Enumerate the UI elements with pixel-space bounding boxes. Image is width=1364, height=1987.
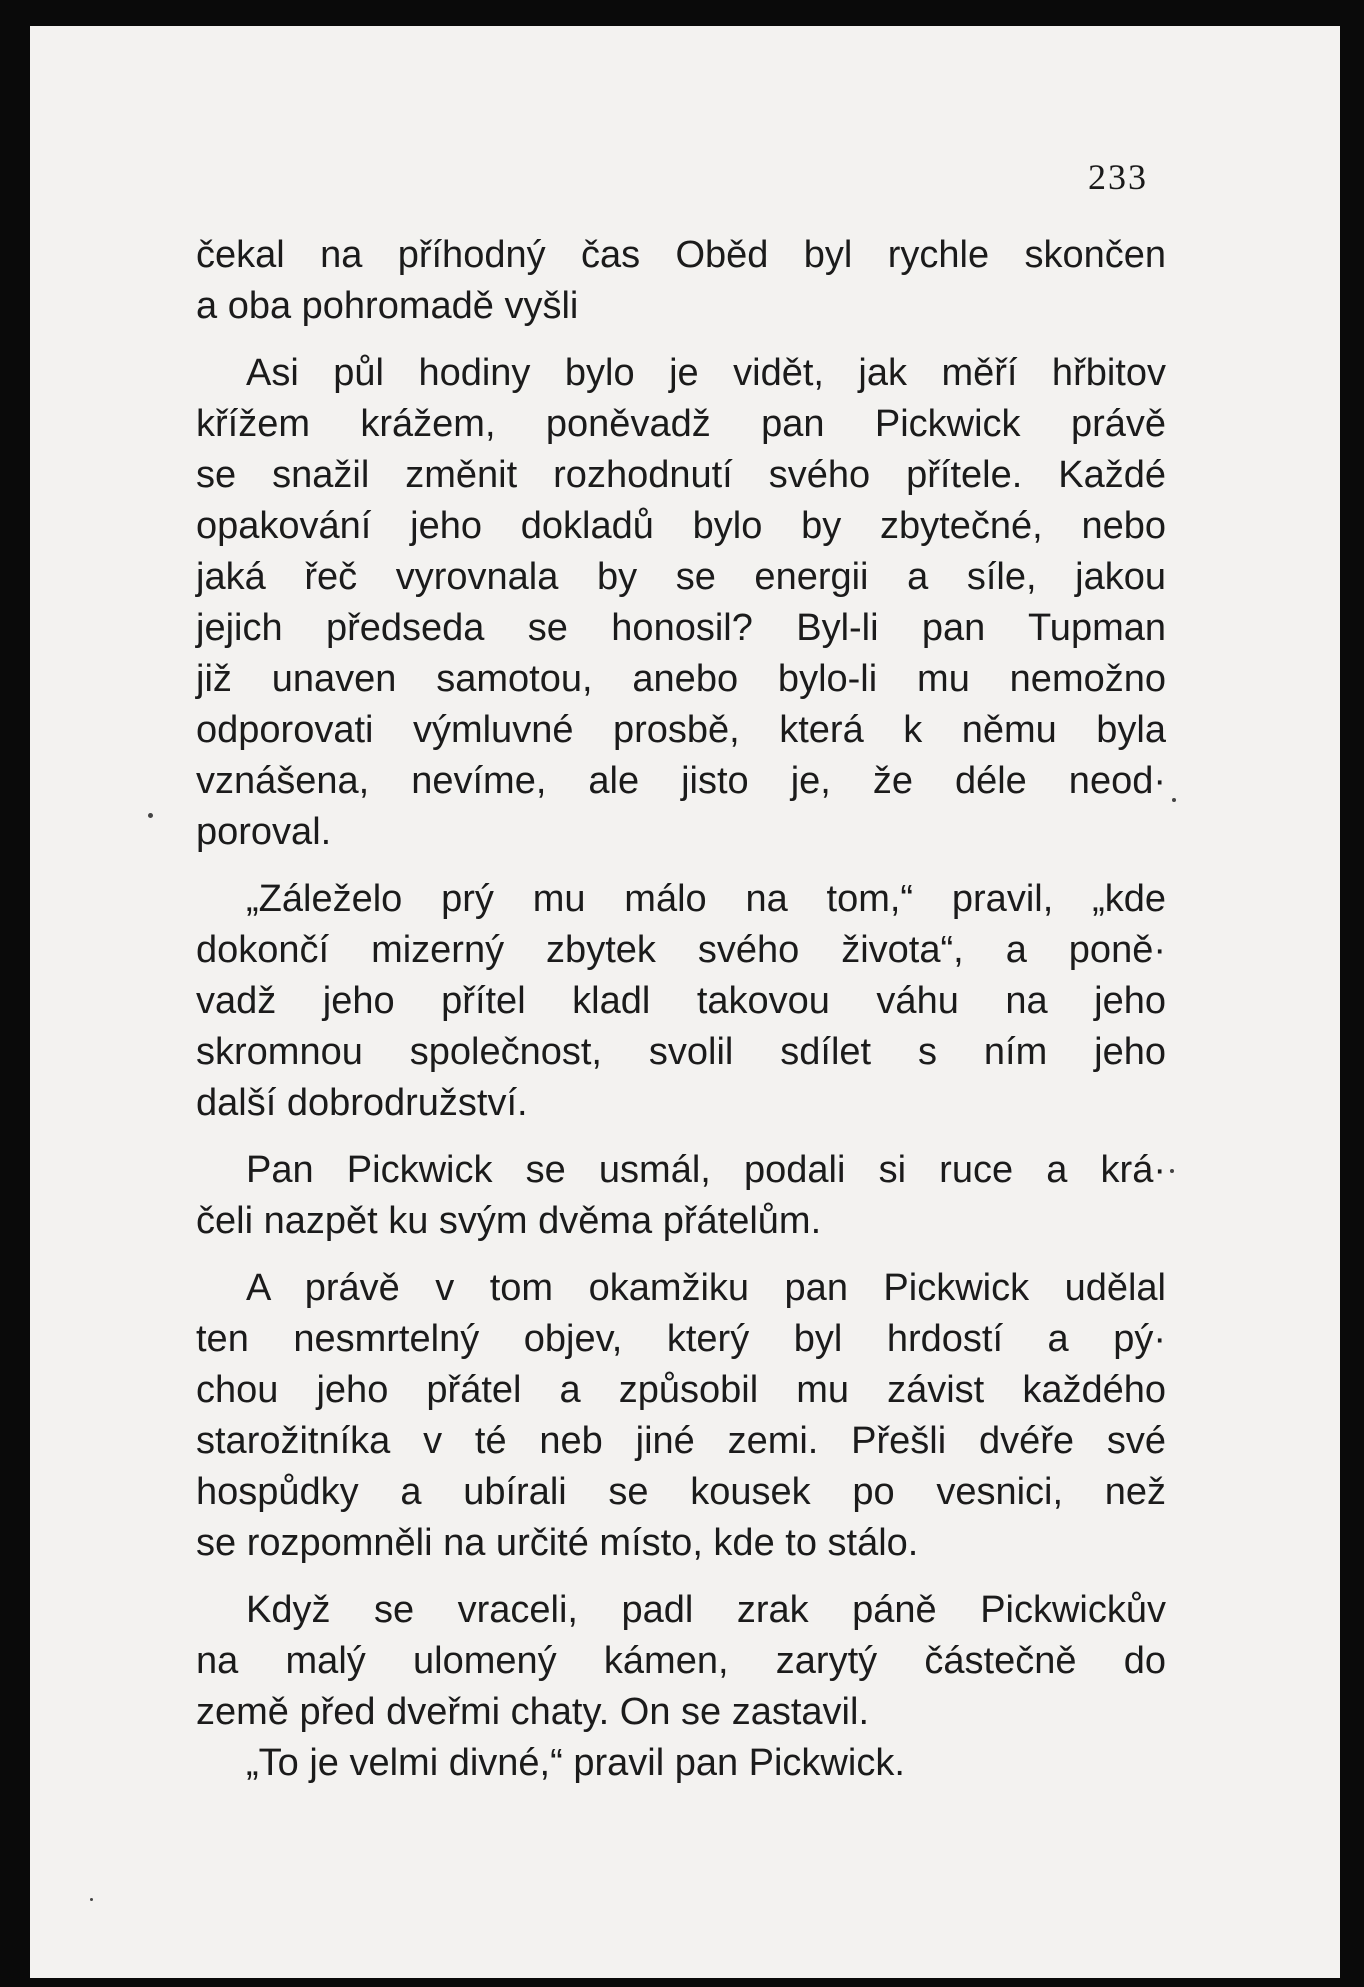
text-line: skromnou společnost, svolil sdílet s ním jeho — [196, 1031, 1166, 1073]
scan-speck — [90, 1898, 93, 1901]
text-line: vznášena, nevíme, ale jisto je, že déle neod· — [196, 760, 1166, 802]
scan-speck — [148, 813, 153, 818]
scan-speck — [1170, 1169, 1174, 1173]
body-text — [196, 230, 1166, 1789]
text-line: se rozpomněli na určité místo, kde to stálo. — [196, 1522, 919, 1564]
text-line: ten nesmrtelný objev, který byl hrdostí a pý· — [196, 1318, 1166, 1360]
text-line: dokončí mizerný zbytek svého života“, a poně· — [196, 929, 1166, 971]
text-line: země před dveřmi chaty. On se zastavil. — [196, 1691, 869, 1733]
text-line: další dobrodružství. — [196, 1082, 528, 1124]
page-number: 233 — [1088, 157, 1148, 197]
text-line: A právě v tom okamžiku pan Pickwick udělal — [246, 1267, 1166, 1309]
book-page — [30, 26, 1340, 1978]
paragraph-gap — [196, 1129, 1166, 1145]
paragraph-gap — [196, 332, 1166, 348]
text-line: křížem krážem, poněvadž pan Pickwick právě — [196, 403, 1166, 445]
text-line: „Záleželo prý mu málo na tom,“ pravil, „kde — [246, 878, 1166, 920]
text-line: se snažil změnit rozhodnutí svého přítele. Každé — [196, 454, 1166, 496]
text-line: Když se vraceli, padl zrak páně Pickwickův — [246, 1589, 1166, 1631]
text-line: hospůdky a ubírali se kousek po vesnici, než — [196, 1471, 1166, 1513]
text-line: opakování jeho dokladů bylo by zbytečné, nebo — [196, 505, 1166, 547]
text-line: čekal na příhodný čas Oběd byl rychle skončen — [196, 234, 1166, 276]
text-line: odporovati výmluvné prosbě, která k němu byla — [196, 709, 1166, 751]
text-line: poroval. — [196, 811, 332, 853]
paragraph-gap — [196, 1569, 1166, 1585]
text-line: již unaven samotou, anebo bylo-li mu nemožno — [196, 658, 1166, 700]
paragraph-gap — [196, 858, 1166, 874]
text-line: Pan Pickwick se usmál, podali si ruce a krá· — [246, 1149, 1166, 1191]
text-line: „To je velmi divné,“ pravil pan Pickwick. — [246, 1742, 905, 1784]
text-line: na malý ulomený kámen, zarytý částečně do — [196, 1640, 1166, 1682]
text-line: jaká řeč vyrovnala by se energii a síle, jakou — [196, 556, 1166, 598]
text-line: chou jeho přátel a způsobil mu závist každého — [196, 1369, 1166, 1411]
text-line: Asi půl hodiny bylo je vidět, jak měří hřbitov — [246, 352, 1166, 394]
text-line: vadž jeho přítel kladl takovou váhu na jeho — [196, 980, 1166, 1022]
paragraph-gap — [196, 1247, 1166, 1263]
scan-speck — [1172, 798, 1176, 802]
text-line: čeli nazpět ku svým dvěma přátelům. — [196, 1200, 822, 1242]
text-line: jejich předseda se honosil? Byl-li pan Tupman — [196, 607, 1166, 649]
text-line: a oba pohromadě vyšli — [196, 285, 579, 327]
text-line: starožitníka v té neb jiné zemi. Přešli dvéře své — [196, 1420, 1166, 1462]
